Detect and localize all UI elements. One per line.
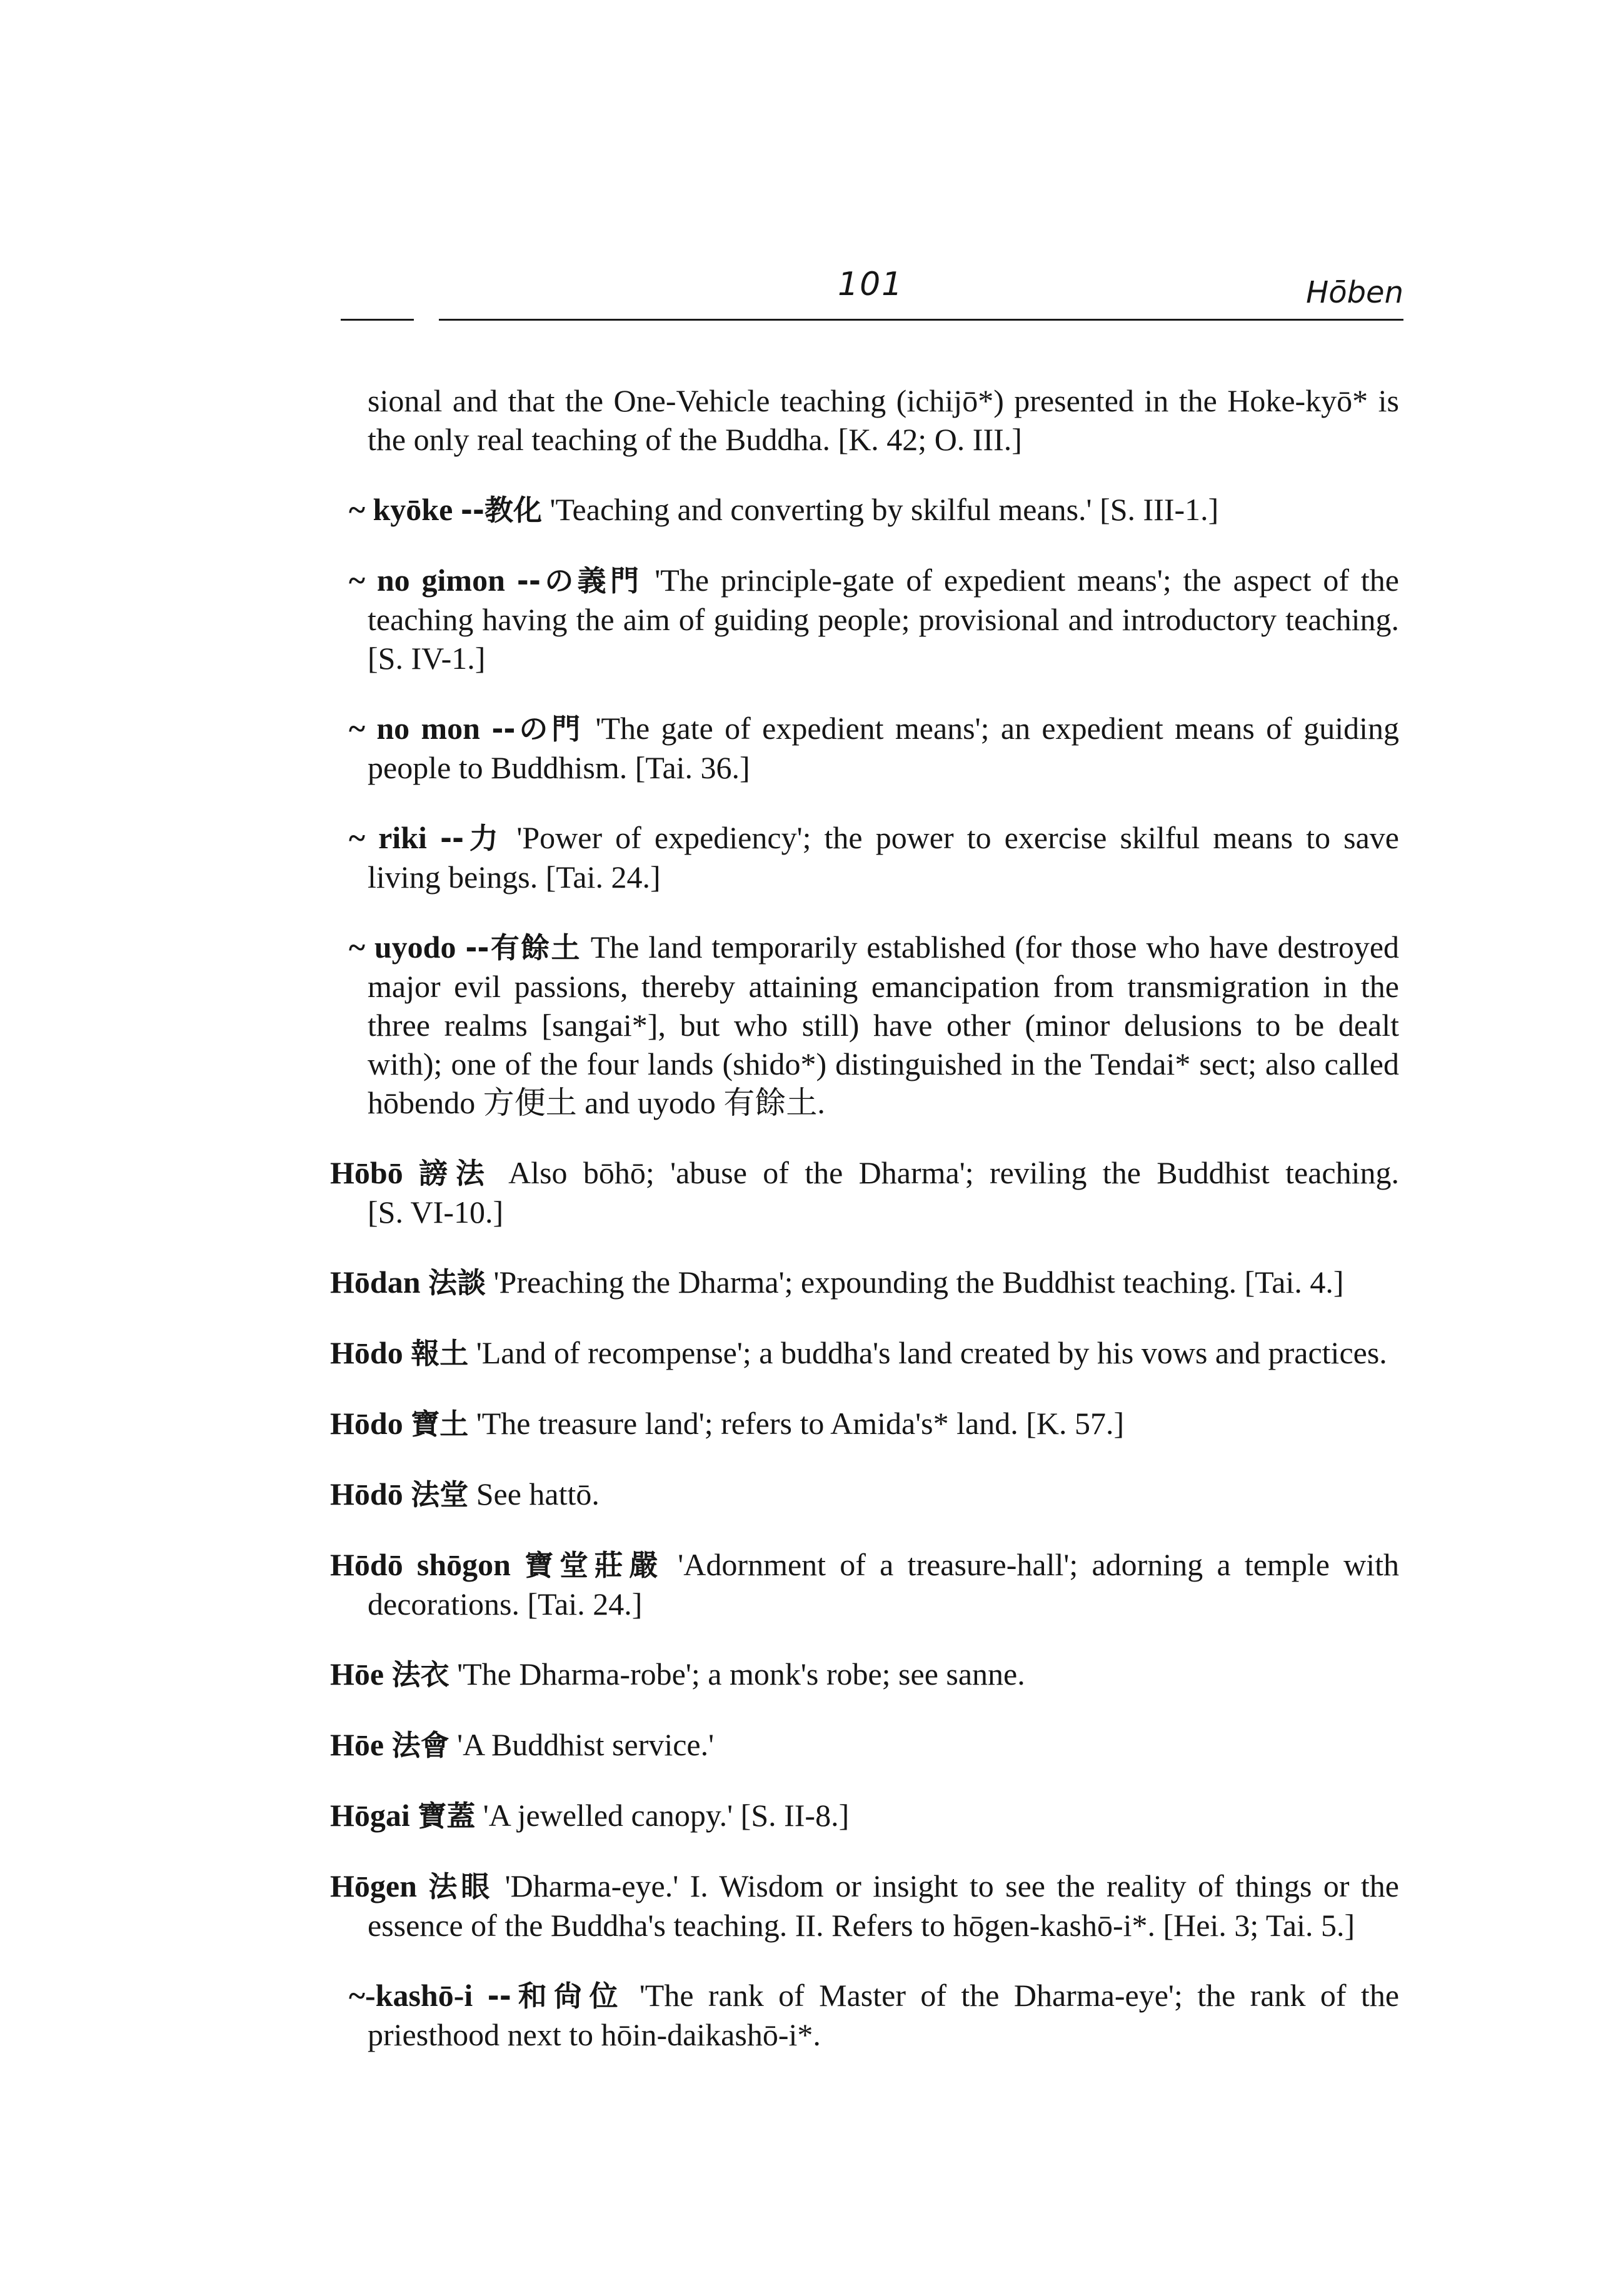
entry-definition: 'Power of expediency'; the power to exercise skilful means to save living beings. (368, 820, 1399, 895)
entry-hodan (330, 1263, 1399, 1302)
dictionary-body (330, 350, 1399, 2063)
entry-term: Hōdo (330, 1406, 403, 1441)
entry-definition: Also bōhō; 'abuse of the Dharma'; reviling the Buddhist teaching. (508, 1155, 1400, 1190)
subentry-no-mon (330, 709, 1399, 787)
entry-kanji: 寶蓋 (418, 1799, 476, 1833)
header-rule (341, 319, 1403, 321)
entry-term: ~ no gimon (349, 563, 505, 598)
entry-reference: [S. VI-10.] (368, 1195, 504, 1230)
entry-kanji: 法會 (391, 1728, 449, 1762)
entry-term: Hōdan (330, 1265, 421, 1300)
entry-kanji: --和尙位 (487, 1979, 625, 2013)
entry-definition: 'Preaching the Dharma'; expounding the Buddhist teaching. (493, 1265, 1237, 1300)
entry-term: Hōgai (330, 1798, 410, 1833)
entry-definition: sional and that the One-Vehicle teaching (ichijō*) presented in the Hoke-kyō* is the only real teaching of the Buddha. (368, 383, 1399, 457)
entry-term: ~ riki (349, 820, 427, 855)
entry-definition: 'A Buddhist service.' (457, 1727, 715, 1762)
entry-reference: [S. III-1.] (1100, 492, 1219, 527)
entry-kanji: --の門 (491, 712, 585, 746)
entry-reference: [Tai. 24.] (545, 860, 661, 895)
entry-definition: 'Land of recompense'; a buddha's land created by his vows and practices. (476, 1335, 1387, 1370)
subentry-kyoke (330, 490, 1399, 529)
subentry-kasho-i (330, 1976, 1399, 2054)
entry-term: Hōdo (330, 1335, 403, 1370)
entry-kanji: --の義門 (516, 564, 643, 598)
subentry-riki (330, 818, 1399, 896)
entry-hogai (330, 1796, 1399, 1835)
entry-kanji: 寶土 (411, 1407, 469, 1441)
entry-definition: 'Adornment of a treasure-hall'; adorning a temple with decorations. (368, 1547, 1400, 1622)
entry-reference: [Tai. 4.] (1244, 1265, 1344, 1300)
entry-hodo-recompense (330, 1333, 1399, 1373)
header-rule-gap (414, 317, 439, 323)
entry-term: ~ no mon (349, 711, 480, 746)
entry-definition: 'The rank of Master of the Dharma-eye'; the rank of the priesthood next to hōin-daikashō-i*. (368, 1978, 1400, 2052)
entry-continuation (330, 381, 1399, 459)
entry-definition: 'The principle-gate of expedient means'; the aspect of the teaching having the aim of guiding people; provisional and introductory teaching. (368, 563, 1399, 637)
entry-kanji: 寶堂莊嚴 (524, 1548, 665, 1582)
entry-reference: [S. IV-1.] (368, 641, 486, 676)
entry-hodo-shogon (330, 1545, 1399, 1623)
entry-term: Hōbō (330, 1155, 403, 1190)
entry-term: Hōe (330, 1657, 384, 1692)
entry-kanji: --力 (439, 821, 504, 855)
entry-kanji: 法談 (428, 1266, 486, 1300)
entry-definition: 'Dharma-eye.' I. Wisdom or insight to see the reality of things or the essence of the Buddha's teaching. II. Refers to hōgen-kashō-i*. (368, 1868, 1400, 1943)
entry-hogen (330, 1867, 1399, 1945)
entry-definition: 'The gate of expedient means'; an expedient means of guiding people to Buddhism. (368, 711, 1400, 785)
entry-reference: [Hei. 3; Tai. 5.] (1163, 1908, 1355, 1943)
entry-definition: See hattō. (476, 1476, 600, 1511)
entry-definition: 'The Dharma-robe'; a monk's robe; see sanne. (457, 1657, 1025, 1692)
entry-reference: [K. 42; O. III.] (838, 422, 1022, 457)
subentry-uyodo (330, 928, 1399, 1122)
entry-definition: The land temporarily established (for those who have destroyed major evil passions, thereby attaining emancipation from transmigration in the three realms [sangai*], but who still) have other (minor delusions to be dealt with); one of the four lands (shido*) distinguished in the Tendai* sect; also called hōbendo 方便土 and uyodo 有餘土. (368, 930, 1400, 1120)
entry-term: Hōdō shōgon (330, 1547, 511, 1582)
entry-kanji: 法眼 (428, 1870, 494, 1903)
entry-term: ~ uyodo (349, 930, 456, 965)
entry-hoe-robe (330, 1655, 1399, 1694)
entry-reference: [Tai. 36.] (635, 750, 750, 785)
entry-reference: [K. 57.] (1026, 1406, 1125, 1441)
entry-hodo-hall (330, 1475, 1399, 1514)
running-head: Hōben (1306, 275, 1403, 310)
entry-kanji: 報土 (411, 1336, 469, 1370)
entry-definition: 'The treasure land'; refers to Amida's* land. (476, 1406, 1018, 1441)
entry-term: Hōdō (330, 1476, 403, 1511)
entry-term: Hōe (330, 1727, 384, 1762)
entry-kanji: --有餘土 (465, 931, 581, 965)
entry-reference: [Tai. 24.] (527, 1587, 643, 1622)
entry-kanji: 法堂 (411, 1478, 469, 1511)
entry-kanji: 法衣 (391, 1658, 449, 1692)
page-number: 101 (838, 266, 904, 303)
entry-kanji: --教化 (460, 493, 542, 527)
entry-term: ~ kyōke (349, 492, 453, 527)
entry-kanji: 謗法 (419, 1156, 493, 1190)
entry-reference: [S. II-8.] (740, 1798, 850, 1833)
entry-term: ~-kashō-i (349, 1978, 473, 2013)
entry-hobo (330, 1153, 1399, 1231)
entry-definition: 'Teaching and converting by skilful means.' (550, 492, 1092, 527)
entry-hoe-service (330, 1725, 1399, 1765)
entry-definition: 'A jewelled canopy.' (483, 1798, 733, 1833)
entry-term: Hōgen (330, 1868, 417, 1903)
subentry-no-gimon (330, 561, 1399, 678)
entry-hodo-treasure (330, 1404, 1399, 1443)
